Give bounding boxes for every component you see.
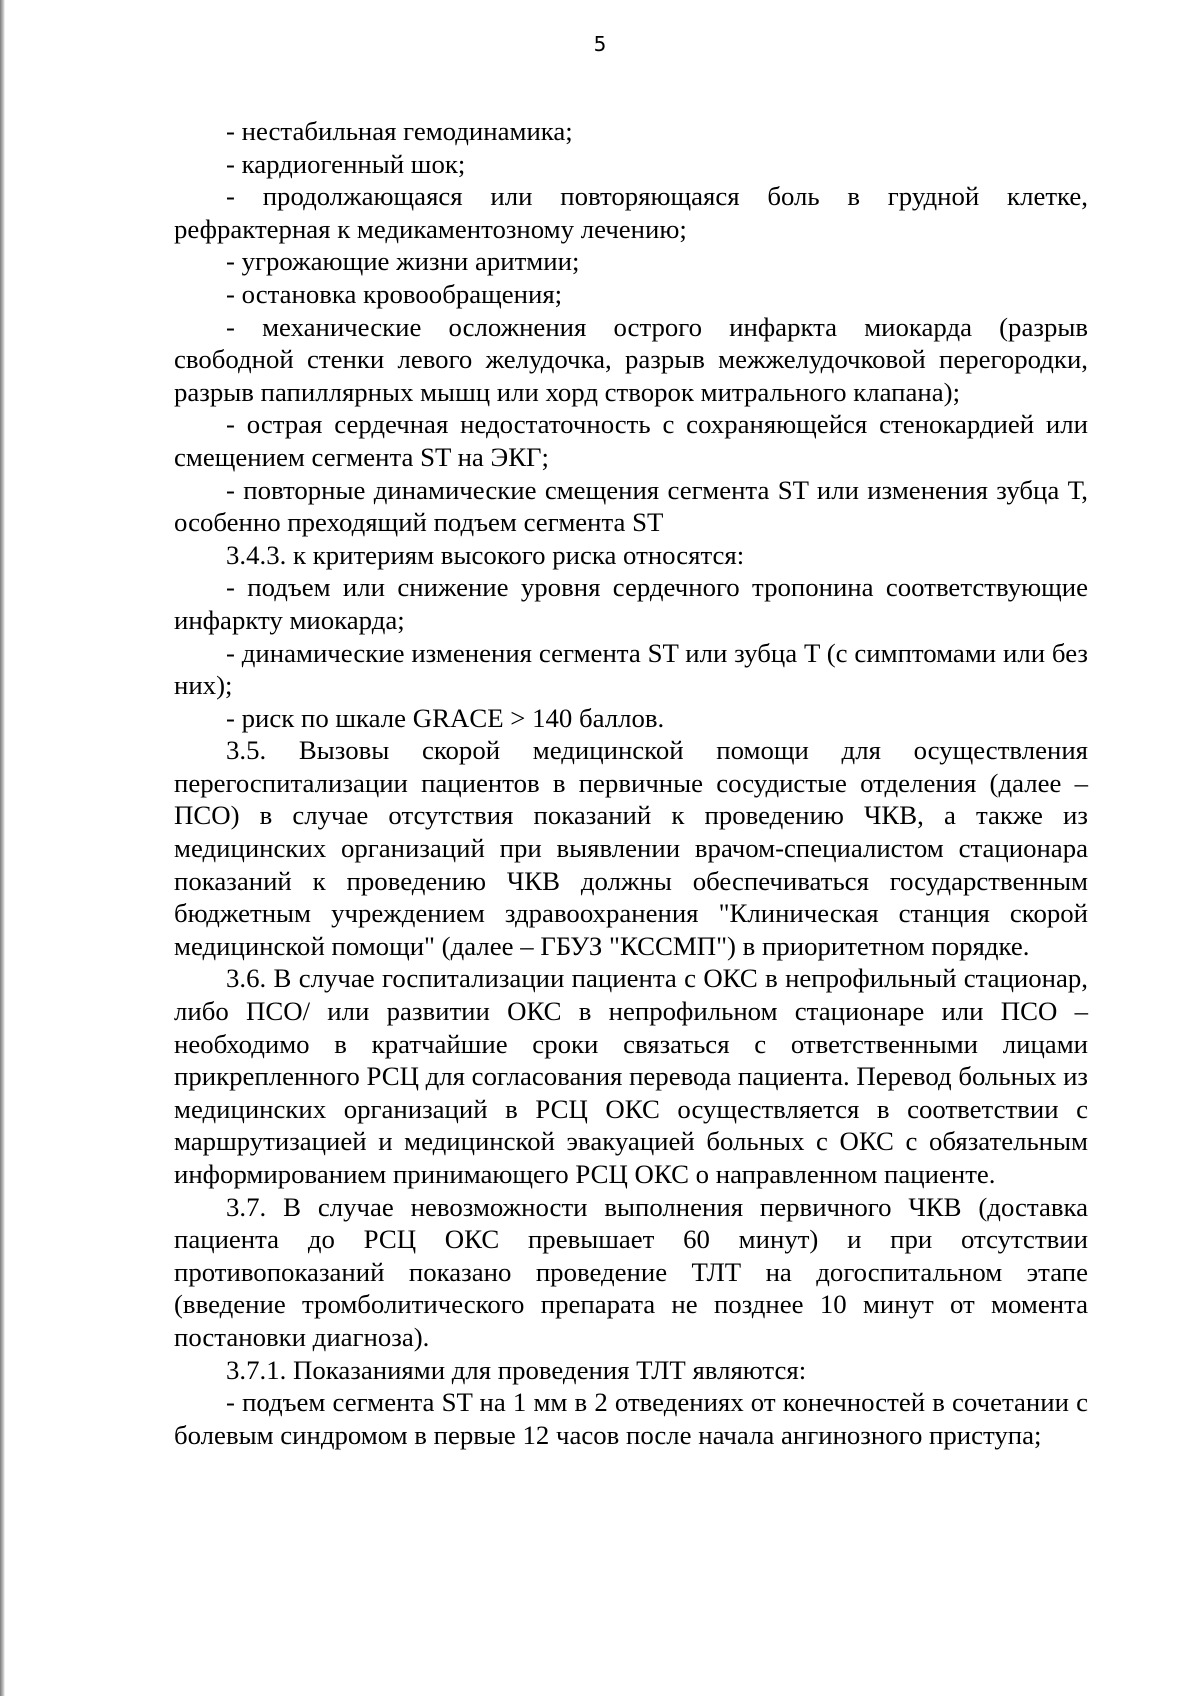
list-item-unstable-hemodynamics: - нестабильная гемодинамика; (226, 116, 573, 146)
list-item-circulatory-arrest: - остановка кровообращения; (226, 278, 563, 309)
list-item-mechanical-complications: - механические осложнения острого инфаркта миокарда (разрыв свободной стенки левого желудочка, разрыв межжелудочковой перегородки, разрыв папиллярных мышц или хорд створок митрального клапана); (174, 311, 1088, 407)
list-item-troponin: - подъем или снижение уровня сердечного тропонина соответствующие инфаркту миокарда; (174, 572, 1088, 635)
paragraph-3-6: 3.6. В случае госпитализации пациента с ОКС в непрофильный стационар, либо ПСО/ или развитии ОКС в непрофильном стационаре или ПСО – необходимо в кратчайшие сроки связаться с ответственными лицами прикрепленного РСЦ для согласования перевода пациента. Перевод больных из медицинских организаций в РСЦ ОКС осуществляется в соответствии с маршрутизацией и медицинской эвакуацией больных с ОКС с обязательным информированием принимающего РСЦ ОКС о направленном пациенте. (174, 963, 1088, 1189)
list-item-heart-failure: - острая сердечная недостаточность с сохраняющейся стенокардией или смещением сегмента ST на ЭКГ; (174, 409, 1088, 472)
list-item-st-elevation: - подъем сегмента ST на 1 мм в 2 отведениях от конечностей в сочетании с болевым синдромом в первые 12 часов после начала ангинозного приступа; (174, 1387, 1088, 1450)
list-item-grace-score: - риск по шкале GRACE > 140 баллов. (226, 702, 665, 733)
list-item-cardiogenic-shock: - кардиогенный шок; (226, 148, 466, 179)
scan-edge (0, 0, 5, 1696)
document-body (174, 115, 1088, 1451)
paragraph-3-7: 3.7. В случае невозможности выполнения первичного ЧКВ (доставка пациента до РСЦ ОКС превышает 60 минут) и при отсутствии противопоказаний показано проведение ТЛТ на догоспитальном этапе (введение тромболитического препарата не позднее 10 минут от момента постановки диагноза). (174, 1191, 1088, 1352)
list-item-st-shifts: - повторные динамические смещения сегмента ST или изменения зубца Т, особенно преходящий подъем сегмента ST (174, 474, 1088, 538)
list-item-dynamic-changes: - динамические изменения сегмента ST или зубца T (с симптомами или без них); (174, 637, 1088, 701)
list-item-chest-pain: - продолжающаяся или повторяющаяся боль в грудной клетке, рефрактерная к медикаментозному лечению; (174, 181, 1088, 244)
list-item-arrhythmias: - угрожающие жизни аритмии; (226, 246, 580, 277)
section-heading-3-7-1: 3.7.1. Показаниями для проведения ТЛТ являются: (226, 1354, 807, 1385)
section-heading-3-4-3: 3.4.3. к критериям высокого риска относятся: (226, 539, 745, 570)
page-number: 5 (593, 32, 607, 56)
paragraph-3-5: 3.5. Вызовы скорой медицинской помощи для осуществления перегоспитализации пациентов в первичные сосудистые отделения (далее – ПСО) в случае отсутствия показаний к проведению ЧКВ, а также из медицинских организаций при выявлении врачом-специалистом стационара показаний к проведению ЧКВ должны обеспечиваться государственным бюджетным учреждением здравоохранения "Клиническая станция скорой медицинской помощи" (далее – ГБУЗ "КССМП") в приоритетном порядке. (174, 735, 1088, 961)
